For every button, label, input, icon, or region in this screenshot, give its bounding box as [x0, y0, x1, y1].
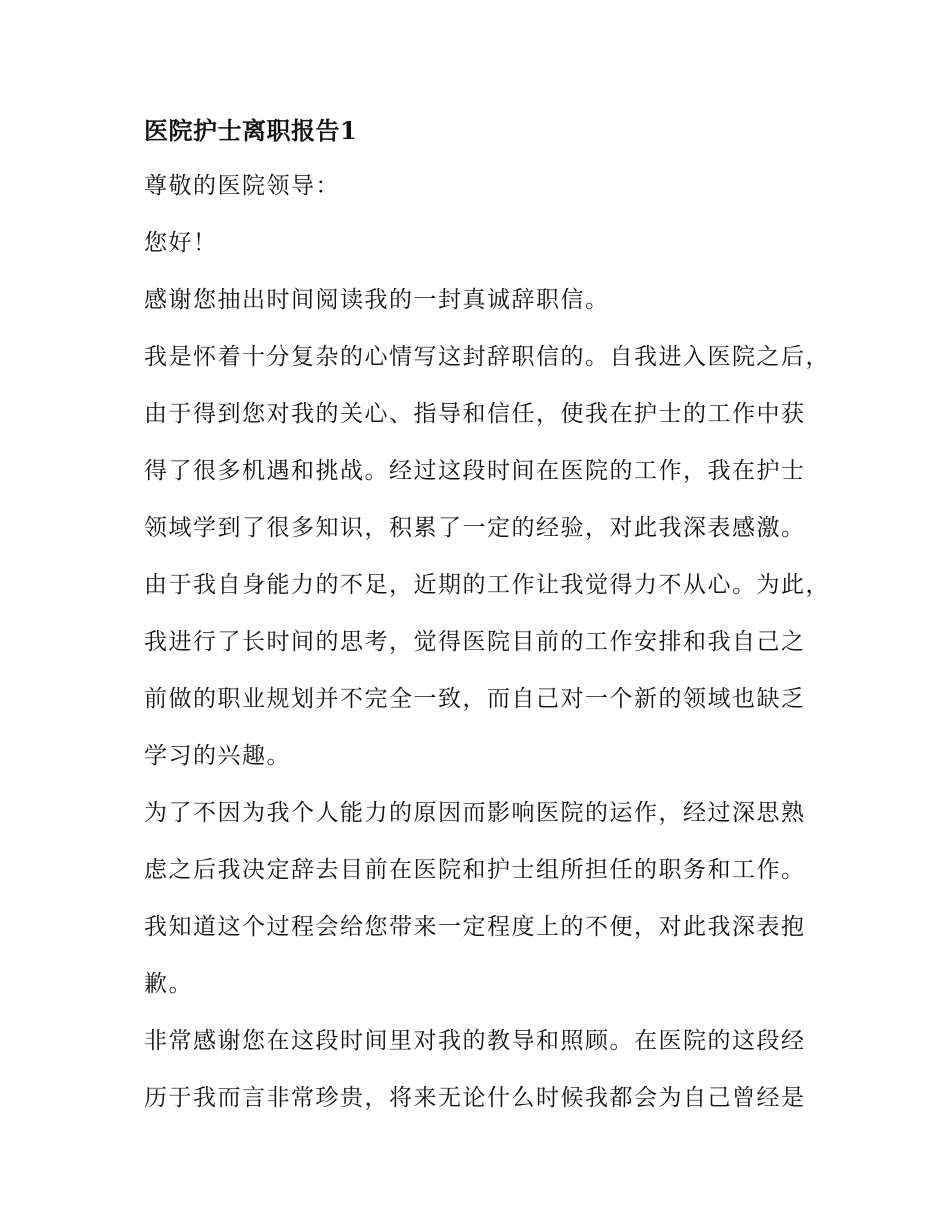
paragraph-line: 非常感谢您在这段时间里对我的教导和照顾。在医院的这段经	[144, 1028, 806, 1054]
paragraph-line: 得了很多机遇和挑战。经过这段时间在医院的工作，我在护士	[144, 458, 806, 484]
paragraph-line: 历于我而言非常珍贵，将来无论什么时候我都会为自己曾经是	[144, 1085, 806, 1111]
salutation: 尊敬的医院领导：	[144, 173, 340, 199]
paragraph-line: 感谢您抽出时间阅读我的一封真诚辞职信。	[144, 287, 610, 313]
paragraph-line: 由于得到您对我的关心、指导和信任，使我在护士的工作中获	[144, 401, 806, 427]
paragraph-line: 学习的兴趣。	[144, 743, 291, 769]
paragraph-line: 为了不因为我个人能力的原因而影响医院的运作，经过深思熟	[144, 800, 806, 826]
paragraph-line: 领域学到了很多知识，积累了一定的经验，对此我深表感激。	[144, 515, 806, 541]
paragraph-line: 歉。	[144, 971, 193, 997]
paragraph-line: 我知道这个过程会给您带来一定程度上的不便，对此我深表抱	[144, 914, 806, 940]
document-title: 医院护士离职报告1	[144, 116, 358, 145]
paragraph-line: 由于我自身能力的不足，近期的工作让我觉得力不从心。为此，	[144, 572, 830, 598]
document-body	[144, 108, 844, 1127]
paragraph-line: 我进行了长时间的思考，觉得医院目前的工作安排和我自己之	[144, 629, 806, 655]
paragraph-line: 虑之后我决定辞去目前在医院和护士组所担任的职务和工作。	[144, 857, 806, 883]
greeting: 您好！	[144, 230, 218, 256]
paragraph-line: 前做的职业规划并不完全一致，而自己对一个新的领域也缺乏	[144, 686, 806, 712]
paragraph-line: 我是怀着十分复杂的心情写这封辞职信的。自我进入医院之后，	[144, 344, 830, 370]
